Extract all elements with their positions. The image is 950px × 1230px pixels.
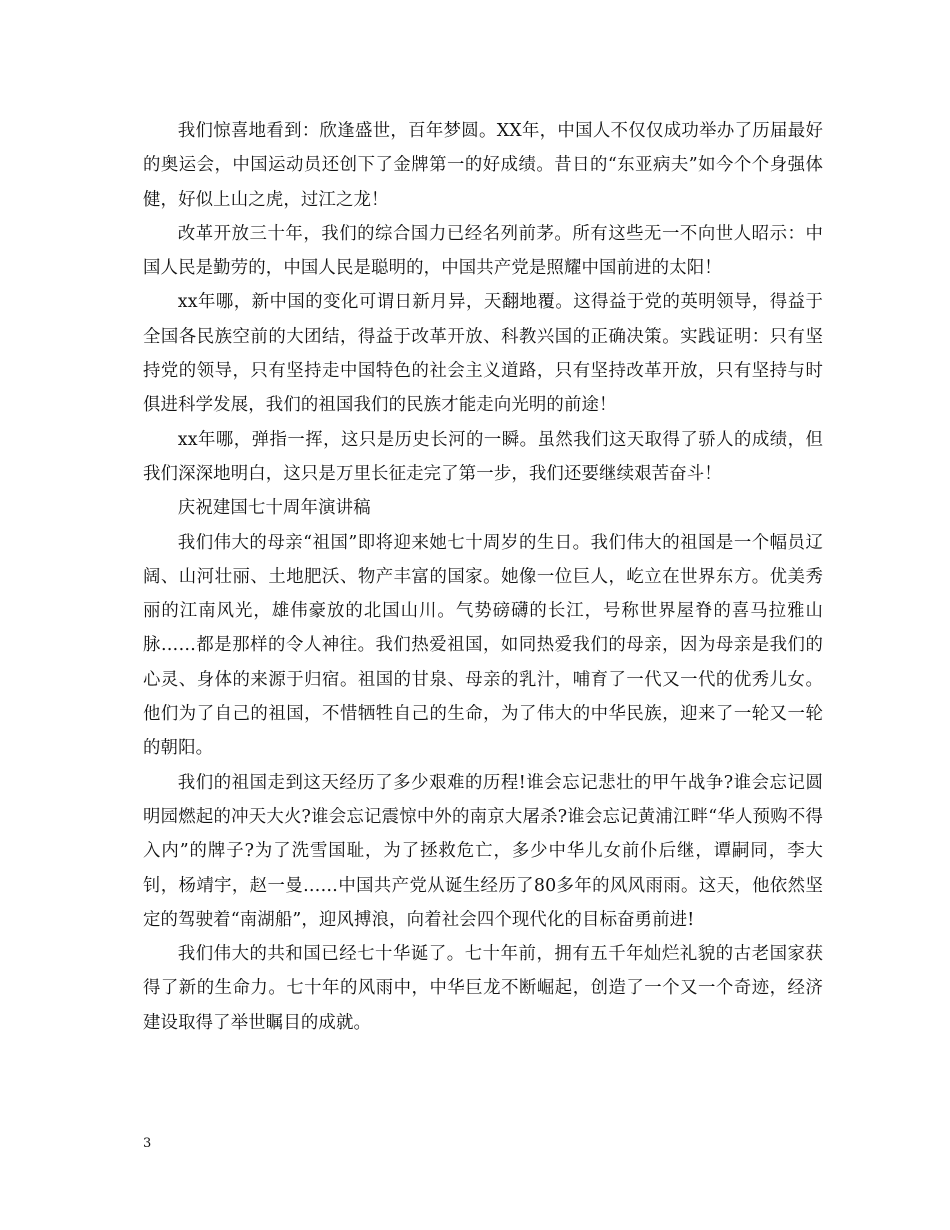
paragraph-3: xx年哪，新中国的变化可谓日新月异，天翻地覆。这得益于党的英明领导，得益于全国各民族空前的大团结，得益于改革开放、科教兴国的正确决策。实践证明：只有坚持党的领导，只有坚持走中国特色的社会主义道路，只有坚持改革开放，只有坚持与时俱进科学发展，我们的祖国我们的民族才能走向光明的前途！ bbox=[143, 292, 823, 416]
paragraph-4: xx年哪，弹指一挥，这只是历史长河的一瞬。虽然我们这天取得了骄人的成绩，但我们深深地明白，这只是万里长征走完了第一步，我们还要继续艰苦奋斗！ bbox=[143, 429, 823, 484]
paragraph-2: 改革开放三十年，我们的综合国力已经名列前茅。所有这些无一不向世人昭示：中国人民是勤劳的，中国人民是聪明的，中国共产党是照耀中国前进的太阳！ bbox=[143, 223, 823, 279]
paragraph-5: 我们伟大的母亲“祖国”即将迎来她七十周岁的生日。我们伟大的祖国是一个幅员辽阔、山河壮丽、土地肥沃、物产丰富的国家。她像一位巨人，屹立在世界东方。优美秀丽的江南风光，雄伟豪放的北国山川。气势磅礴的长江，号称世界屋脊的喜马拉雅山脉……都是那样的令人神往。我们热爱祖国，如同热爱我们的母亲，因为母亲是我们的心灵、身体的来源于归宿。祖国的甘泉、母亲的乳汁，哺育了一代又一代的优秀儿女。他们为了自己的祖国，不惜牺牲自己的生命，为了伟大的中华民族，迎来了一轮又一轮的朝阳。 bbox=[143, 532, 823, 759]
body-text bbox=[143, 114, 823, 1040]
paragraph-6: 我们的祖国走到这天经历了多少艰难的历程!谁会忘记悲壮的甲午战争?谁会忘记圆明园燃起的冲天大火?谁会忘记震惊中外的南京大屠杀?谁会忘记黄浦江畔“华人预购不得入内”的牌子?为了洗雪国耻，为了拯救危亡，多少中华儿女前仆后继，谭嗣同，李大钊，杨靖宇，赵一曼……中国共产党从诞生经历了80多年的风风雨雨。这天，他依然坚定的驾驶着“南湖船”，迎风搏浪，向着社会四个现代化的目标奋勇前进! bbox=[143, 772, 823, 930]
paragraph-1: 我们惊喜地看到：欣逢盛世，百年梦圆。XX年，中国人不仅仅成功举办了历届最好的奥运会，中国运动员还创下了金牌第一的好成绩。昔日的“东亚病夫”如今个个身强体健，好似上山之虎，过江之龙！ bbox=[143, 121, 823, 210]
section-heading: 庆祝建国七十周年演讲稿 bbox=[177, 498, 371, 519]
paragraph-7: 我们伟大的共和国已经七十华诞了。七十年前，拥有五千年灿烂礼貌的古老国家获得了新的生命力。七十年的风雨中，中华巨龙不断崛起，创造了一个又一个奇迹，经济建设取得了举世瞩目的成就。 bbox=[143, 944, 823, 1033]
page-number: 3 bbox=[143, 1136, 152, 1151]
